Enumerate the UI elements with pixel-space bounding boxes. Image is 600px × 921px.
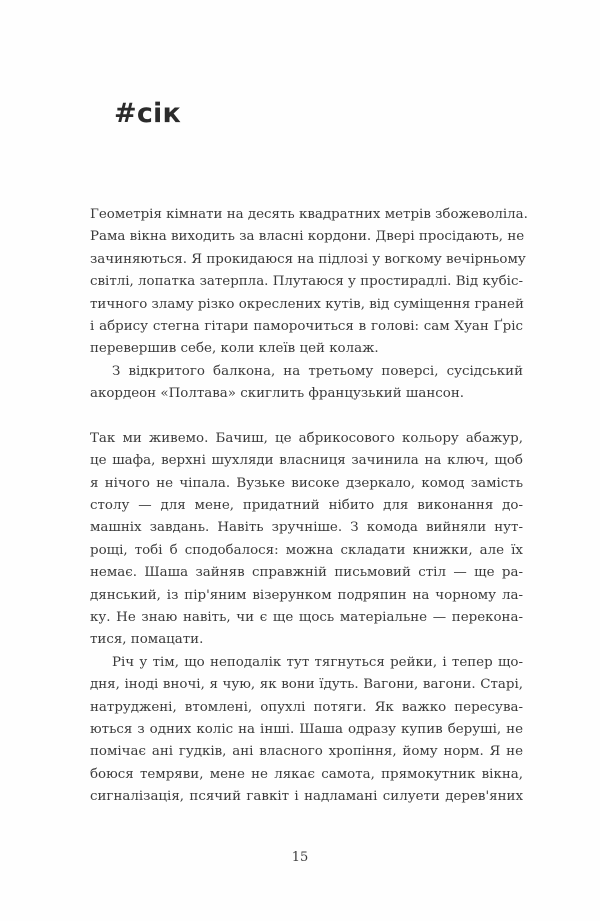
text-line: дянський, із пір'яним візерунком подряпин на чорному ла-	[90, 587, 523, 603]
text-line: Так ми живемо. Бачиш, це абрикосового кольору абажур,	[90, 430, 523, 446]
section-break	[90, 406, 523, 428]
text-line: боюся темряви, мене не лякає самота, прямокутник вікна,	[90, 766, 523, 782]
text-line: Річ у тім, що неподалік тут тягнуться рейки, і тепер що-	[112, 654, 523, 670]
text-line: ються з одних коліс на інші. Шаша одразу купив беруші, не	[90, 721, 523, 737]
text-line: немає. Шаша зайняв справжній письмовий стіл — ще ра-	[90, 565, 523, 581]
text-line: Рама вікна виходить за власні кордони. Двері просідають, не	[90, 229, 525, 245]
paragraph-4	[90, 652, 523, 809]
text-line: столу — для мене, придатний нібито для виконання до-	[90, 498, 523, 514]
text-line: ку. Не знаю навіть, чи є ще щось матеріальне — перекона-	[90, 610, 523, 626]
text-line: я нічого не чіпала. Вузьке високе дзеркало, комод замість	[90, 475, 523, 491]
text-line: і абрису стегна гітари паморочиться в голові: сам Хуан Ґріс	[90, 318, 523, 334]
body-text	[90, 204, 528, 809]
text-line: машніх завдань. Навіть зручніше. З комода вийняли нут-	[90, 520, 523, 536]
text-line: зачиняються. Я прокидаюся на підлозі у вогкому вечірньому	[90, 251, 526, 267]
text-line: це шафа, верхні шухляди власниця зачинила на ключ, щоб	[90, 453, 523, 469]
text-line: тичного зламу різко окреслених кутів, від суміщення граней	[90, 296, 524, 312]
paragraph-3	[90, 428, 523, 652]
text-line: помічає ані гудків, ані власного хропіння, йому норм. Я не	[90, 744, 523, 760]
page-number: 15	[291, 850, 309, 865]
text-line: натруджені, втомлені, опухлі потяги. Як важко пересува-	[90, 699, 523, 715]
text-line: акордеон «Полтава» скиглить французький шансон.	[90, 386, 465, 402]
text-line: перевершив себе, коли клеїв цей колаж.	[90, 341, 379, 357]
text-line: тися, помацати.	[90, 632, 204, 648]
text-line: З відкритого балкона, на третьому поверсі, сусідський	[112, 363, 523, 379]
chapter-title: #сік	[114, 98, 182, 129]
paragraph-1	[90, 204, 528, 361]
text-line: рощі, тобі б сподобалося: можна складати книжки, але їх	[90, 542, 523, 558]
text-line: світлі, лопатка затерпла. Плутаюся у простирадлі. Від кубіс-	[90, 274, 523, 290]
text-line: Геометрія кімнати на десять квадратних метрів збожеволіла.	[90, 207, 528, 222]
text-line: дня, іноді вночі, я чую, як вони їдуть. Вагони, вагони. Старі,	[90, 677, 523, 693]
paragraph-2	[90, 361, 523, 406]
text-line: сигналізація, псячий гавкіт і надламані силуети дерев'яних	[90, 789, 523, 805]
